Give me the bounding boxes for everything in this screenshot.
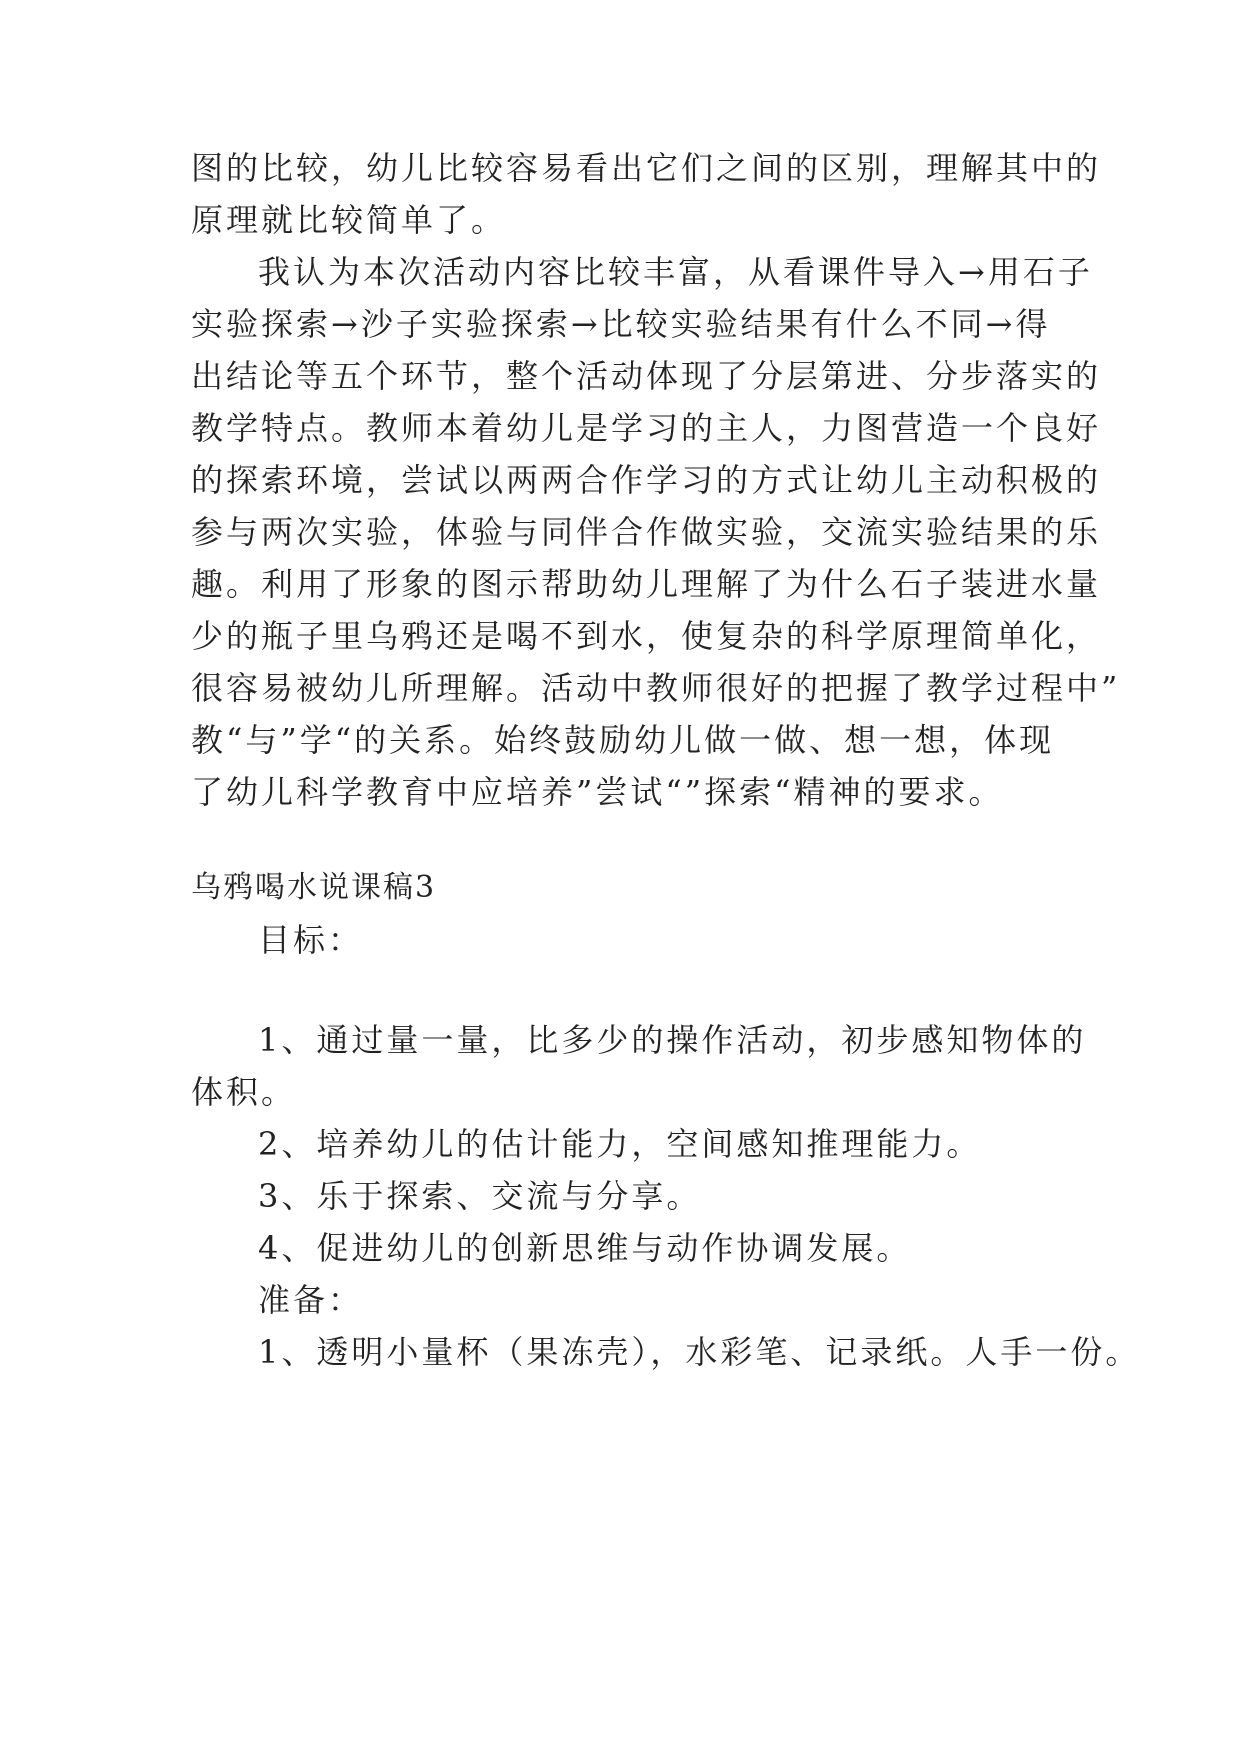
paragraph-1-line-2: 原理就比较简单了。 [191,201,507,239]
goal-item-1: 1、通过量一量，比多少的操作活动，初步感知物体的 [258,1021,1087,1059]
paragraph-2-line-8: 少的瓶子里乌鸦还是喝不到水，使复杂的科学原理简单化， [191,617,1102,655]
goal-item-2: 2、培养幼儿的估计能力，空间感知推理能力。 [258,1125,982,1163]
paragraph-2-line-3: 出结论等五个环节，整个活动体现了分层第进、分步落实的 [191,357,1102,395]
paragraph-2-line-9: 很容易被幼儿所理解。活动中教师很好的把握了教学过程中” [191,669,1121,707]
paragraph-2-line-5: 的探索环境，尝试以两两合作学习的方式让幼儿主动积极的 [191,461,1102,499]
paragraph-2-line-6: 参与两次实验，体验与同伴合作做实验，交流实验结果的乐 [191,513,1102,551]
paragraph-2-line-7: 趣。利用了形象的图示帮助幼儿理解了为什么石子装进水量 [191,565,1102,603]
paragraph-2-line-10: 教“与”学“的关系。始终鼓励幼儿做一做、想一想，体现 [191,721,1055,759]
goal-item-4: 4、促进幼儿的创新思维与动作协调发展。 [258,1229,912,1267]
goal-item-1-continued: 体积。 [191,1073,297,1111]
section-title: 乌鸦喝水说课稿3 [191,870,437,905]
prep-item-1: 1、透明小量杯（果冻壳），水彩笔、记录纸。人手一份。 [258,1333,1141,1371]
paragraph-2-line-4: 教学特点。教师本着幼儿是学习的主人，力图营造一个良好 [191,409,1102,447]
goals-label: 目标： [258,921,364,959]
paragraph-2-line-11: 了幼儿科学教育中应培养”尝试“”探索“精神的要求。 [191,773,1004,811]
paragraph-2-line-2: 实验探索→沙子实验探索→比较实验结果有什么不同→得 [191,305,1051,343]
prep-label: 准备： [258,1281,364,1319]
paragraph-2-line-1: 我认为本次活动内容比较丰富，从看课件导入→用石子 [258,253,1093,291]
paragraph-1-line-1: 图的比较，幼儿比较容易看出它们之间的区别，理解其中的 [191,149,1102,187]
goal-item-3: 3、乐于探索、交流与分享。 [258,1177,702,1215]
